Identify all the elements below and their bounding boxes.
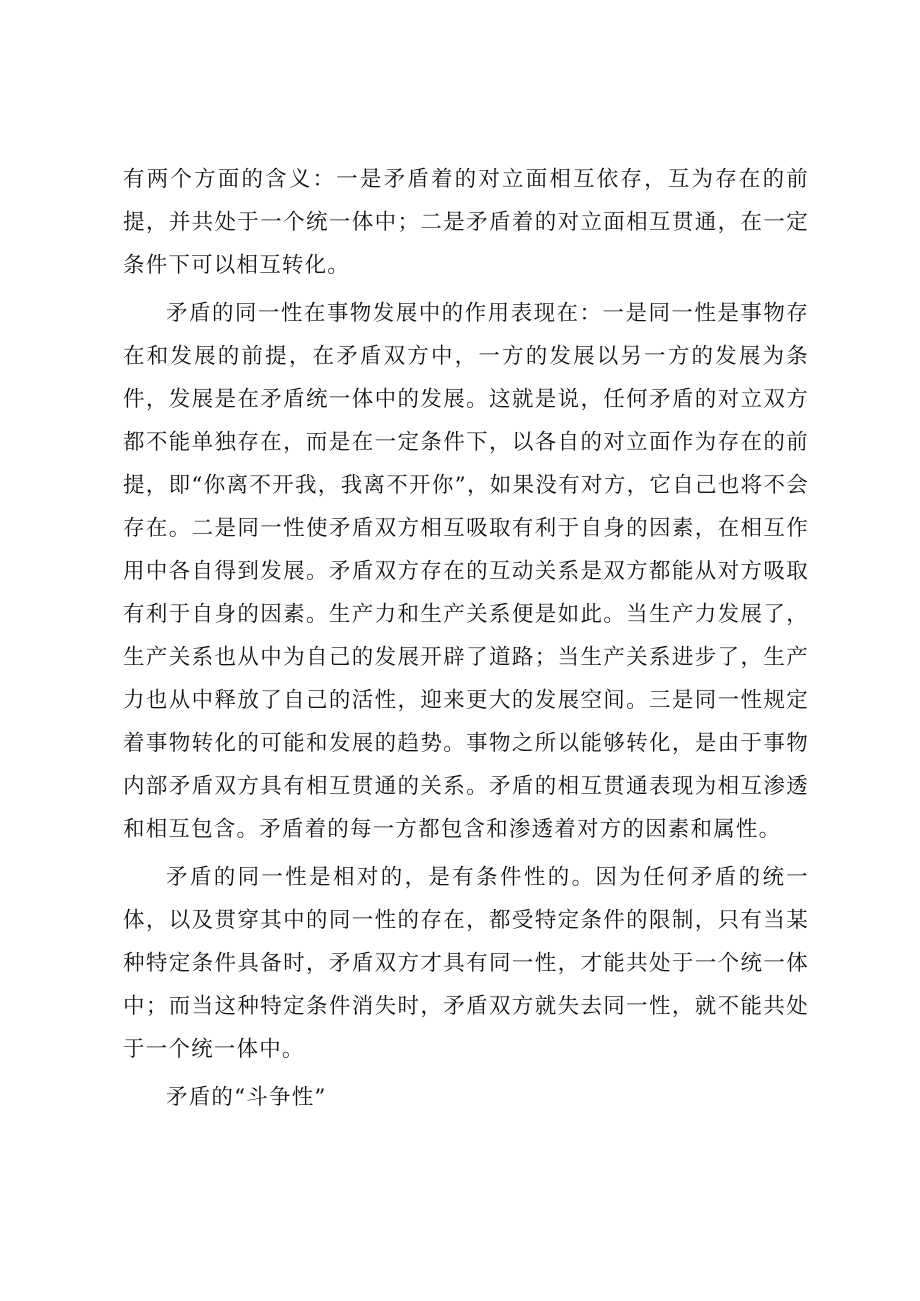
- document-page: [123, 158, 809, 1119]
- section-heading: 矛盾的“斗争性”: [166, 1085, 327, 1110]
- paragraph-identity-relative: 矛盾的同一性是相对的，是有条件性的。因为任何矛盾的统一体，以及贯穿其中的同一性的存在，都受特定条件的限制，只有当某种特定条件具备时，矛盾双方才具有同一性，才能共处于一个统一体中；而当这种特定条件消失时，矛盾双方就失去同一性，就不能共处于一个统一体中。: [123, 865, 809, 1062]
- paragraph-identity-role: 矛盾的同一性在事物发展中的作用表现在：一是同一性是事物存在和发展的前提，在矛盾双方中，一方的发展以另一方的发展为条件，发展是在矛盾统一体中的发展。这就是说，任何矛盾的对立双方都不能单独存在，而是在一定条件下，以各自的对立面作为存在的前提，即“你离不开我，我离不开你”，如果没有对方，它自己也将不会存在。二是同一性使矛盾双方相互吸取有利于自身的因素，在相互作用中各自得到发展。矛盾双方存在的互动关系是双方都能从对方吸取有利于自身的因素。生产力和生产关系便是如此。当生产力发展了，生产关系也从中为自己的发展开辟了道路；当生产关系进步了，生产力也从中释放了自己的活性，迎来更大的发展空间。三是同一性规定着事物转化的可能和发展的趋势。事物之所以能够转化，是由于事物内部矛盾双方具有相互贯通的关系。矛盾的相互贯通表现为相互渗透和相互包含。矛盾着的每一方都包含和渗透着对方的因素和属性。: [123, 301, 809, 842]
- paragraph-continuation: 有两个方面的含义：一是矛盾着的对立面相互依存，互为存在的前提，并共处于一个统一体中；二是矛盾着的对立面相互贯通，在一定条件下可以相互转化。: [123, 167, 809, 278]
